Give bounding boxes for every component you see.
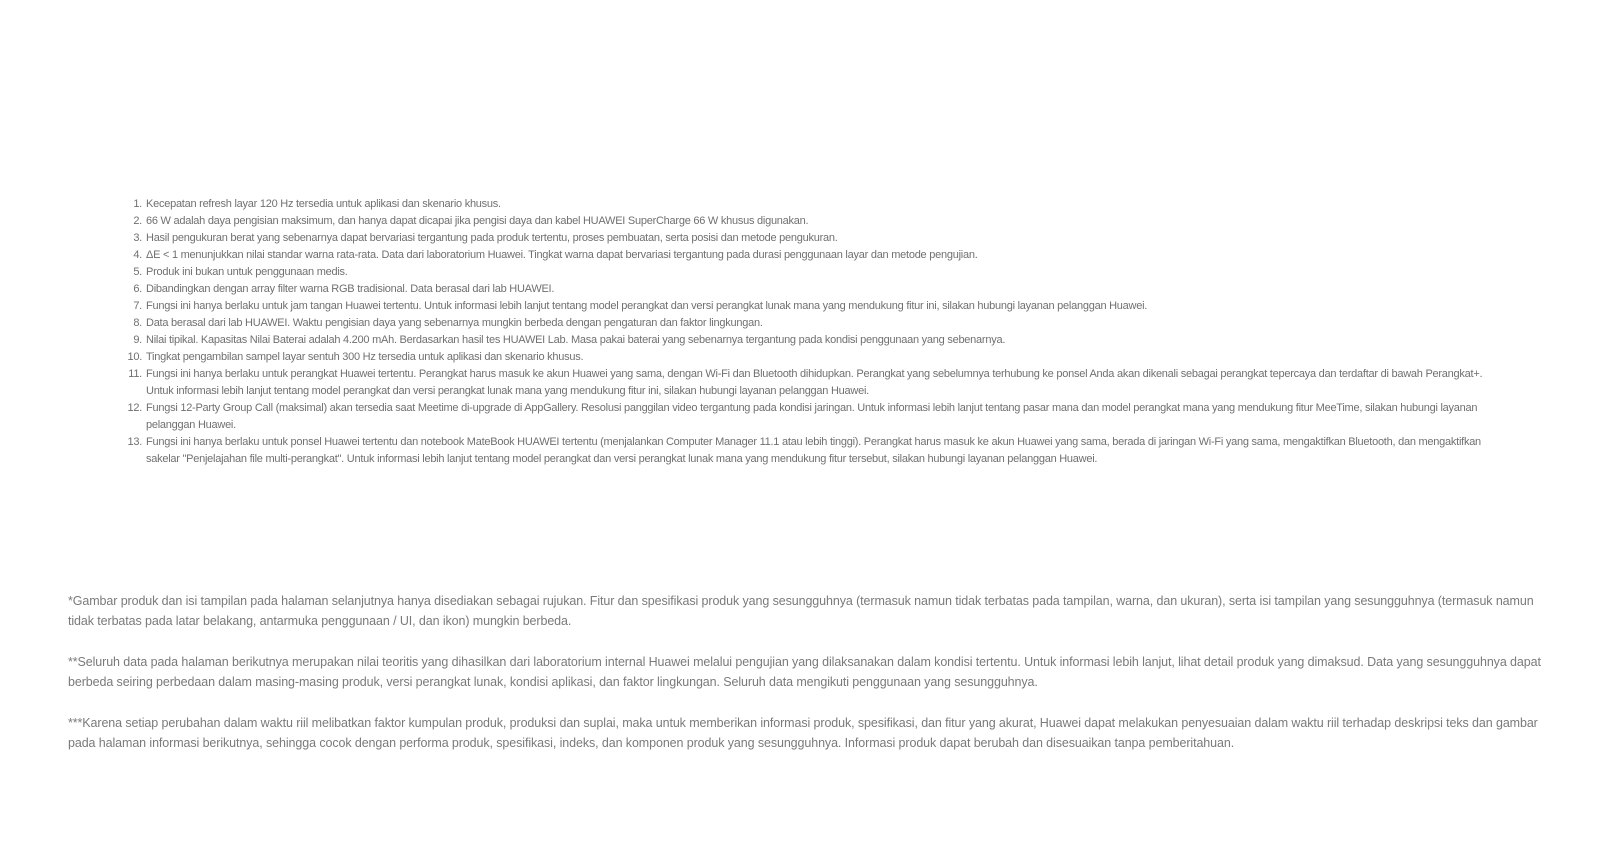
footnote-number: 13. <box>127 436 142 448</box>
footnote-text: Tingkat pengambilan sampel layar sentuh 300 Hz tersedia untuk aplikasi dan skenario khusus. <box>146 351 584 363</box>
footnote-number: 3. <box>133 232 142 244</box>
footnote-text: Data berasal dari lab HUAWEI. Waktu pengisian daya yang sebenarnya mungkin berbeda dengan pengaturan dan faktor lingkungan. <box>146 317 763 329</box>
footnote-text: Fungsi ini hanya berlaku untuk ponsel Huawei tertentu dan notebook MateBook HUAWEI tertentu (menjalankan Computer Manager 11.1 atau lebih tinggi). Perangkat harus masuk ke akun Huawei yang sama, berada di jaringan Wi-Fi yang sama, mengaktifkan Bluetooth, dan mengaktifkan sakelar "Penjelajahan file multi-perangkat". Untuk informasi lebih lanjut tentang model perangkat dan versi perangkat lunak mana yang mendukung fitur tersebut, silakan hubungi layanan pelanggan Huawei. <box>146 436 1481 465</box>
footnote-item <box>128 230 1508 247</box>
footnote-number: 4. <box>133 249 142 261</box>
footnote-item <box>128 196 1508 213</box>
footnotes-list <box>128 196 1508 468</box>
footnote-text: Fungsi ini hanya berlaku untuk perangkat Huawei tertentu. Perangkat harus masuk ke akun Huawei yang sama, dengan Wi-Fi dan Bluetooth dihidupkan. Perangkat yang sebelumnya terhubung ke ponsel Anda akan dikenali sebagai perangkat tepercaya dan terdaftar di bawah Perangkat+. Untuk informasi lebih lanjut tentang model perangkat dan versi perangkat lunak mana yang mendukung fitur ini, silakan hubungi layanan pelanggan Huawei. <box>146 368 1483 397</box>
footnote-item <box>128 332 1508 349</box>
footnote-item <box>128 366 1508 400</box>
footnote-item <box>128 400 1508 434</box>
footnote-number: 7. <box>133 300 142 312</box>
footnote-text: Fungsi ini hanya berlaku untuk jam tangan Huawei tertentu. Untuk informasi lebih lanjut tentang model perangkat dan versi perangkat lunak mana yang mendukung fitur ini, silakan hubungi layanan pelanggan Huawei. <box>146 300 1148 312</box>
disclaimer-single-star: *Gambar produk dan isi tampilan pada halaman selanjutnya hanya disediakan sebagai rujukan. Fitur dan spesifikasi produk yang sesungguhnya (termasuk namun tidak terbatas pada tampilan, warna, dan ukuran), serta isi tampilan yang sesungguhnya (termasuk namun tidak terbatas pada latar belakang, antarmuka penggunaan / UI, dan ikon) mungkin berbeda. <box>68 594 1534 628</box>
footnote-text: Dibandingkan dengan array filter warna RGB tradisional. Data berasal dari lab HUAWEI. <box>146 283 555 295</box>
footnote-item <box>128 264 1508 281</box>
footnote-item <box>128 434 1508 468</box>
footnote-number: 8. <box>133 317 142 329</box>
footnote-item <box>128 298 1508 315</box>
footnote-number: 1. <box>133 198 142 210</box>
footnote-item <box>128 315 1508 332</box>
footnote-number: 12. <box>127 402 142 414</box>
footnote-item <box>128 247 1508 264</box>
footnote-item <box>128 213 1508 230</box>
footnote-number: 2. <box>133 215 142 227</box>
footnote-number: 5. <box>133 266 142 278</box>
footnote-text: ΔE < 1 menunjukkan nilai standar warna rata-rata. Data dari laboratorium Huawei. Tingkat warna dapat bervariasi tergantung pada durasi penggunaan layar dan metode pengujian. <box>146 249 978 261</box>
footnote-text: Produk ini bukan untuk penggunaan medis. <box>146 266 348 278</box>
footnote-text: Kecepatan refresh layar 120 Hz tersedia untuk aplikasi dan skenario khusus. <box>146 198 501 210</box>
disclaimers <box>68 591 1548 774</box>
footnote-number: 9. <box>133 334 142 346</box>
footnote-item <box>128 281 1508 298</box>
disclaimer-triple-star: ***Karena setiap perubahan dalam waktu riil melibatkan faktor kumpulan produk, produksi dan suplai, maka untuk memberikan informasi produk, spesifikasi, dan fitur yang akurat, Huawei dapat melakukan penyesuaian dalam waktu riil terhadap deskripsi teks dan gambar pada halaman informasi berikutnya, sehingga cocok dengan performa produk, spesifikasi, indeks, dan komponen produk yang sesungguhnya. Informasi produk dapat berubah dan disesuaikan tanpa pemberitahuan. <box>68 716 1538 750</box>
footnote-text: Fungsi 12-Party Group Call (maksimal) akan tersedia saat Meetime di-upgrade di AppGallery. Resolusi panggilan video tergantung pada kondisi jaringan. Untuk informasi lebih lanjut tentang pasar mana dan model perangkat mana yang mendukung fitur MeeTime, silakan hubungi layanan pelanggan Huawei. <box>146 402 1478 431</box>
footnote-number: 10. <box>127 351 142 363</box>
footnote-text: Hasil pengukuran berat yang sebenarnya dapat bervariasi tergantung pada produk tertentu, proses pembuatan, serta posisi dan metode pengukuran. <box>146 232 838 244</box>
footnote-text: Nilai tipikal. Kapasitas Nilai Baterai adalah 4.200 mAh. Berdasarkan hasil tes HUAWEI Lab. Masa pakai baterai yang sebenarnya tergantung pada kondisi penggunaan yang sebenarnya. <box>146 334 1006 346</box>
footnote-text: 66 W adalah daya pengisian maksimum, dan hanya dapat dicapai jika pengisi daya dan kabel HUAWEI SuperCharge 66 W khusus digunakan. <box>146 215 809 227</box>
footnote-number: 6. <box>133 283 142 295</box>
footnote-number: 11. <box>128 368 142 380</box>
disclaimer-double-star: **Seluruh data pada halaman berikutnya merupakan nilai teoritis yang dihasilkan dari laboratorium internal Huawei melalui pengujian yang dilaksanakan dalam kondisi tertentu. Untuk informasi lebih lanjut, lihat detail produk yang dimaksud. Data yang sesungguhnya dapat berbeda seiring perbedaan dalam masing-masing produk, versi perangkat lunak, kondisi aplikasi, dan faktor lingkungan. Seluruh data mengikuti penggunaan yang sesungguhnya. <box>68 655 1541 689</box>
footnote-item <box>128 349 1508 366</box>
